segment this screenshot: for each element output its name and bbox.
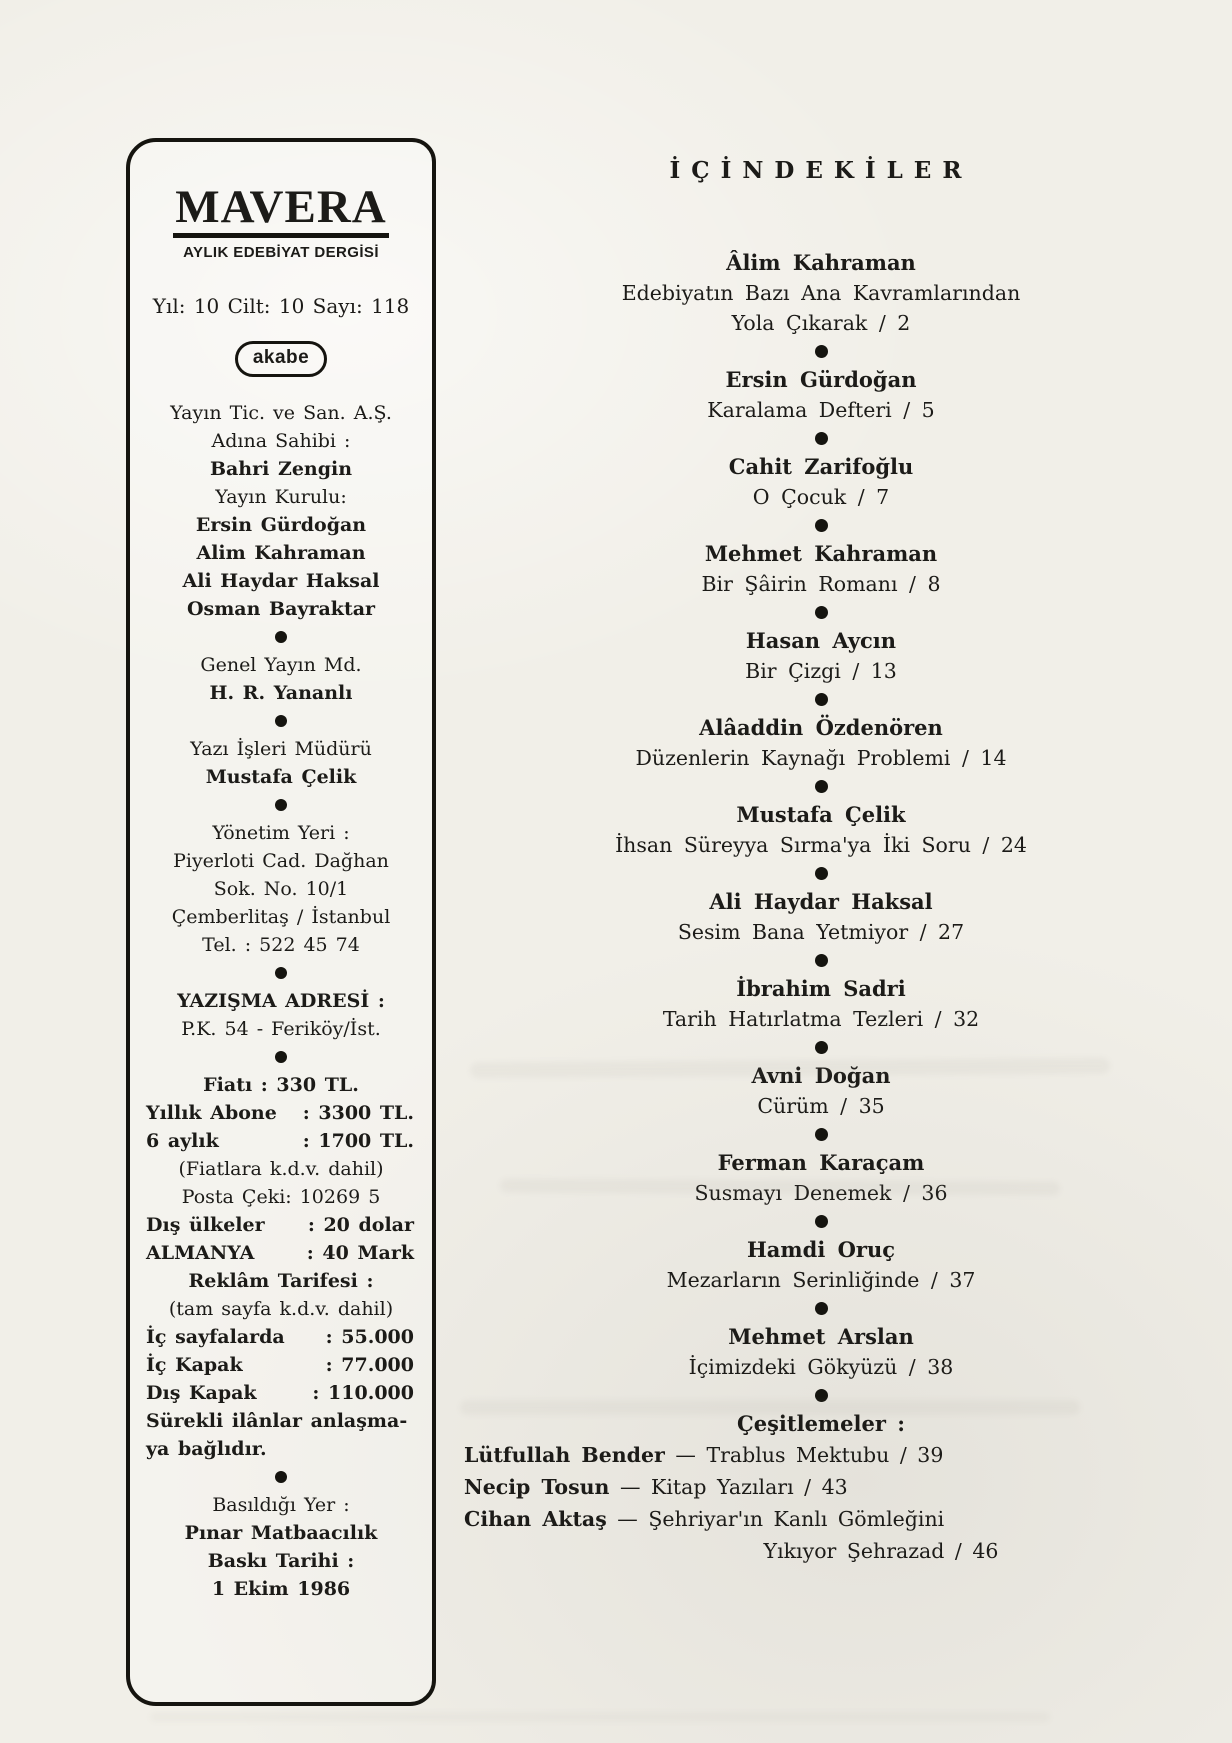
entry-title: O Çocuk / 7: [752, 485, 890, 509]
foreign-price-value: : 20 dolar: [307, 1214, 414, 1236]
separator-dot: [275, 1471, 287, 1483]
toc-entry: [458, 452, 1184, 532]
entry-title: Cürüm / 35: [757, 1094, 885, 1118]
subscription-label: 6 aylık: [146, 1130, 219, 1152]
entry-author: Cihan Aktaş: [464, 1507, 607, 1531]
dash-separator: —: [619, 1475, 641, 1499]
office-label: Yönetim Yeri :: [212, 822, 350, 844]
separator-dot: [275, 967, 287, 979]
separator-dot: [275, 631, 287, 643]
misc-section-label: Çeşitlemeler :: [737, 1411, 905, 1436]
toc-entry: [458, 800, 1184, 880]
toc-entry: [458, 248, 1184, 358]
ad-rate-value: : 55.000: [325, 1326, 414, 1348]
office-phone: Tel. : 522 45 74: [202, 934, 360, 956]
entry-author: Mehmet Arslan: [728, 1324, 914, 1349]
postal-account: Posta Çeki: 10269 5: [181, 1186, 381, 1208]
subscription-value: : 3300 TL.: [302, 1102, 414, 1124]
toc-entry: [458, 713, 1184, 793]
entry-author: Mustafa Çelik: [736, 802, 906, 827]
entry-title: Kitap Yazıları / 43: [651, 1475, 848, 1499]
separator-dot: [815, 519, 828, 532]
separator-dot: [815, 606, 828, 619]
office-address: Piyerloti Cad. Dağhan: [173, 850, 389, 872]
mailing-label: YAZIŞMA ADRESİ :: [177, 990, 385, 1012]
entry-author: İbrahim Sadri: [736, 976, 906, 1001]
toc-entry: [458, 539, 1184, 619]
entry-title: Şehriyar'ın Kanlı Gömleğini: [648, 1507, 945, 1531]
misc-entry: [458, 1503, 1184, 1535]
toc-entry: [458, 887, 1184, 967]
board-label: Yayın Kurulu:: [215, 486, 347, 508]
separator-dot: [815, 1215, 828, 1228]
entry-title: Karalama Defteri / 5: [707, 398, 935, 422]
continuous-ads-note: Sürekli ilânlar anlaşma-: [146, 1410, 408, 1432]
entry-title: Tarih Hatırlatma Tezleri / 32: [662, 1007, 980, 1031]
print-date-label: Baskı Tarihi :: [207, 1550, 355, 1572]
foreign-price-value: : 40 Mark: [306, 1242, 414, 1264]
separator-dot: [815, 954, 828, 967]
magazine-tagline: AYLIK EDEBİYAT DERGİSİ: [183, 244, 379, 261]
scan-artifact: [500, 1179, 1060, 1196]
separator-dot: [815, 1302, 828, 1315]
ad-rate-label: İç sayfalarda: [146, 1326, 285, 1348]
ad-rate-value: : 77.000: [325, 1354, 414, 1376]
dash-separator: —: [617, 1507, 638, 1531]
entry-author: Ali Haydar Haksal: [709, 889, 933, 914]
price-line: Fiatı : 330 TL.: [203, 1074, 359, 1096]
entry-author: Necip Tosun: [464, 1475, 610, 1499]
entry-author: Hasan Aycın: [745, 628, 897, 653]
subscription-value: : 1700 TL.: [302, 1130, 414, 1152]
toc-entry: [458, 1322, 1184, 1402]
separator-dot: [815, 780, 828, 793]
entry-title: Düzenlerin Kaynağı Problemi / 14: [635, 746, 1007, 770]
ad-rate-row: [140, 1323, 422, 1351]
entry-author: Ferman Karaçam: [717, 1150, 925, 1175]
entry-title: Bir Şâirin Romanı / 8: [701, 572, 941, 596]
ad-rate-value: : 110.000: [312, 1382, 414, 1404]
scan-artifact: [460, 1400, 1080, 1415]
toc-entry: [458, 974, 1184, 1054]
entry-author: Hamdi Oruç: [746, 1237, 896, 1262]
entry-author: Alâaddin Özdenören: [699, 715, 943, 740]
print-date: 1 Ekim 1986: [211, 1578, 351, 1600]
office-address: Çemberlitaş / İstanbul: [171, 906, 391, 928]
entry-author: Cahit Zarifoğlu: [728, 454, 914, 479]
foreign-price-row: [140, 1211, 422, 1239]
subscription-row: [140, 1099, 422, 1127]
akabe-badge: akabe: [235, 341, 327, 377]
continuous-ads-note: ya bağlıdır.: [146, 1438, 267, 1460]
entry-author: Avni Doğan: [751, 1063, 891, 1088]
subscription-label: Yıllık Abone: [146, 1102, 277, 1124]
masthead-info: [140, 399, 422, 1603]
toc-entry: [458, 365, 1184, 445]
board-member: Osman Bayraktar: [186, 598, 376, 620]
magazine-logo: MAVERA: [173, 182, 388, 238]
foreign-price-label: Dış ülkeler: [146, 1214, 265, 1236]
separator-dot: [275, 799, 287, 811]
issue-line: Yıl: 10 Cilt: 10 Sayı: 118: [152, 294, 410, 318]
ad-tariff-label: Reklâm Tarifesi :: [188, 1270, 374, 1292]
separator-dot: [815, 432, 828, 445]
entry-author: Âlim Kahraman: [726, 250, 916, 275]
entry-title: Sesim Bana Yetmiyor / 27: [677, 920, 965, 944]
misc-entry: [458, 1471, 1184, 1503]
foreign-price-label: ALMANYA: [146, 1242, 255, 1264]
entry-title: Susmayı Denemek / 36: [694, 1181, 948, 1205]
entry-author: Mehmet Kahraman: [704, 541, 938, 566]
foreign-price-row: [140, 1239, 422, 1267]
ad-rate-label: İç Kapak: [146, 1354, 243, 1376]
entry-title: Bir Çizgi / 13: [745, 659, 897, 683]
entry-title: Edebiyatın Bazı Ana Kavramlarından: [621, 281, 1021, 305]
entry-title: Trablus Mektubu / 39: [706, 1443, 944, 1467]
printer-name: Pınar Matbaacılık: [184, 1522, 378, 1544]
gm-name: H. R. Yananlı: [209, 682, 353, 704]
board-member: Alim Kahraman: [196, 542, 366, 564]
board-member: Ali Haydar Haksal: [182, 570, 380, 592]
dash-separator: —: [675, 1443, 696, 1467]
entry-title: Mezarların Serinliğinde / 37: [666, 1268, 976, 1292]
separator-dot: [815, 1041, 828, 1054]
entry-author: Lütfullah Bender: [464, 1443, 665, 1467]
entry-title: Yola Çıkarak / 2: [731, 311, 911, 335]
editor-label: Yazı İşleri Müdürü: [190, 738, 372, 760]
entry-title-continuation: Yıkıyor Şehrazad / 46: [763, 1539, 999, 1563]
separator-dot: [275, 1051, 287, 1063]
toc-title: İÇİNDEKİLER: [669, 157, 973, 184]
toc-entry: [458, 1235, 1184, 1315]
masthead-box: [126, 138, 436, 1706]
separator-dot: [815, 1128, 828, 1141]
publisher-line: Adına Sahibi :: [211, 430, 351, 452]
office-address: Sok. No. 10/1: [213, 878, 349, 900]
entry-title: İhsan Süreyya Sırma'ya İki Soru / 24: [615, 833, 1027, 857]
table-of-contents: [458, 156, 1184, 1567]
publisher-line: Yayın Tic. ve San. A.Ş.: [170, 402, 392, 424]
ad-rate-row: [140, 1379, 422, 1407]
board-member: Ersin Gürdoğan: [195, 514, 367, 536]
publisher-badge-wrap: [140, 341, 422, 377]
editor-name: Mustafa Çelik: [205, 766, 357, 788]
ad-tariff-note: (tam sayfa k.d.v. dahil): [168, 1298, 394, 1320]
separator-dot: [275, 715, 287, 727]
misc-entry: [458, 1439, 1184, 1471]
ad-rate-row: [140, 1351, 422, 1379]
scan-artifact: [150, 1712, 1050, 1722]
ad-rate-label: Dış Kapak: [146, 1382, 257, 1404]
mailing-address: P.K. 54 - Feriköy/İst.: [181, 1018, 381, 1040]
separator-dot: [815, 345, 828, 358]
print-place-label: Basıldığı Yer :: [212, 1494, 350, 1516]
vat-note: (Fiatlara k.d.v. dahil): [178, 1158, 384, 1180]
logo-block: [140, 182, 422, 263]
toc-entry: [458, 626, 1184, 706]
owner-name: Bahri Zengin: [209, 458, 353, 480]
separator-dot: [815, 867, 828, 880]
separator-dot: [815, 693, 828, 706]
gm-label: Genel Yayın Md.: [200, 654, 362, 676]
subscription-row: [140, 1127, 422, 1155]
entry-title: İçimizdeki Gökyüzü / 38: [688, 1355, 954, 1379]
entry-author: Ersin Gürdoğan: [725, 367, 917, 392]
